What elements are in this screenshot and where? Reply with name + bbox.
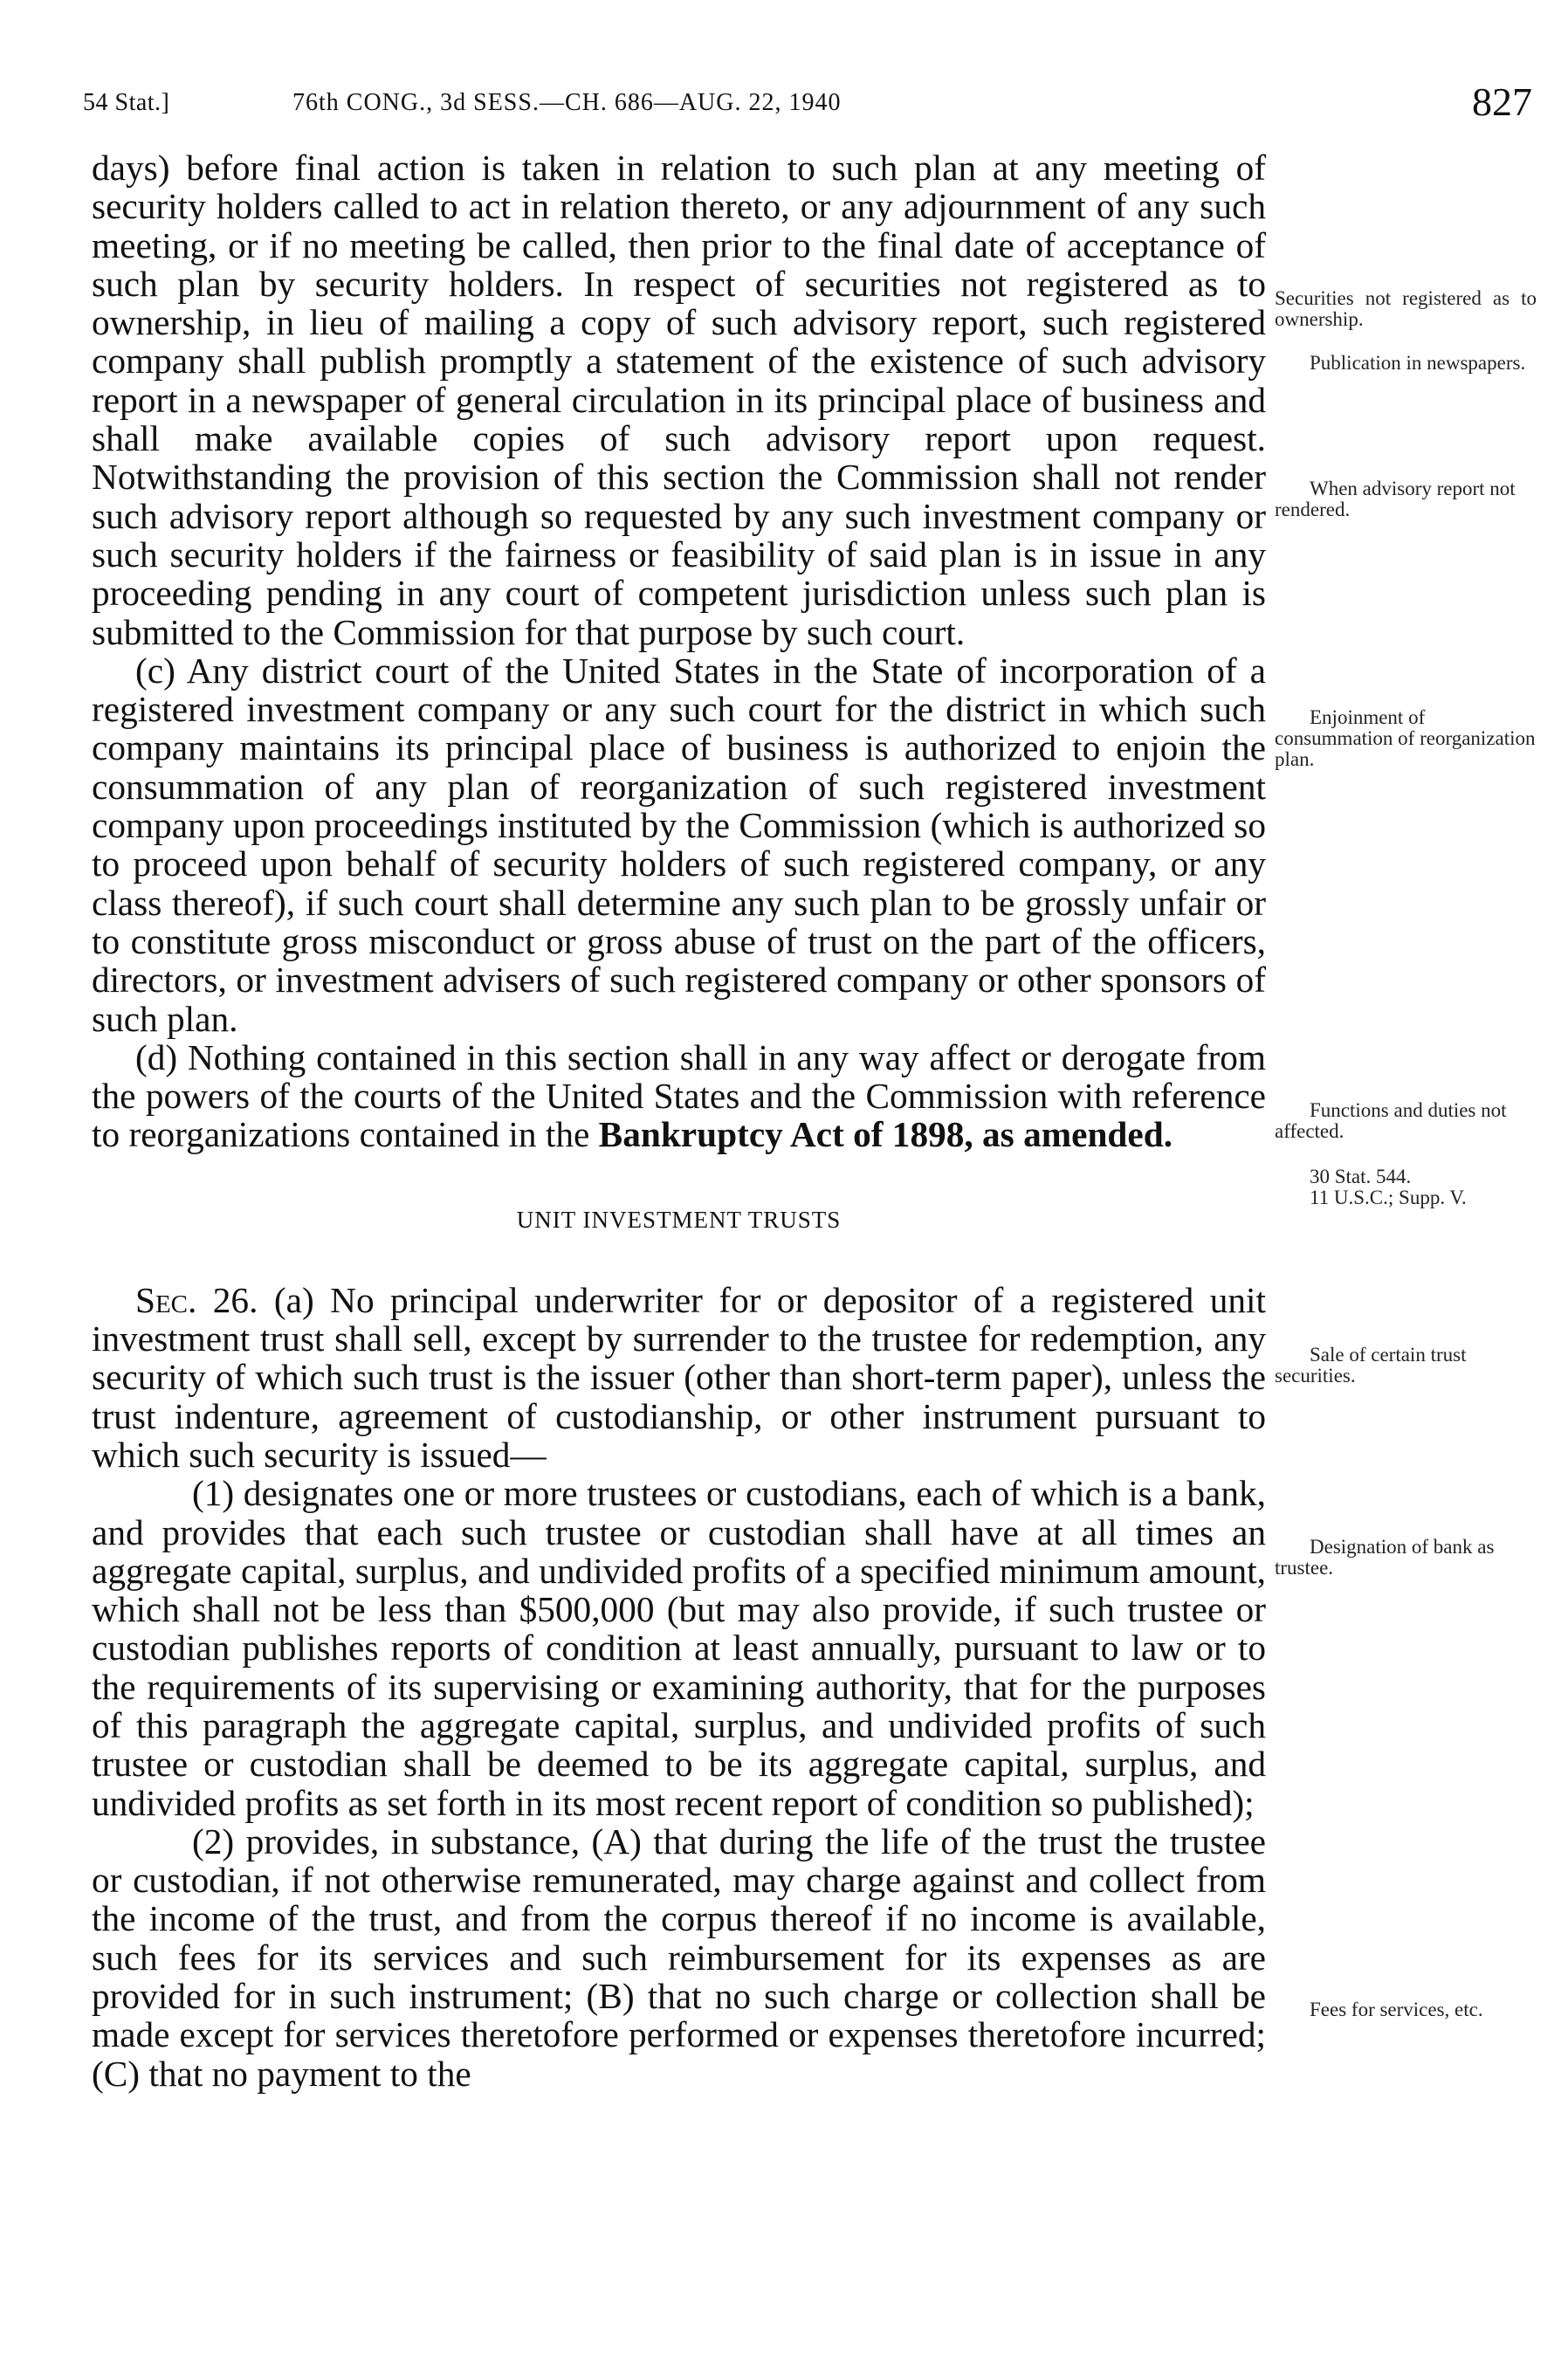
margin-note-designation: Designation of bank as trustee.	[1275, 1536, 1495, 1579]
section-26-a	[92, 1281, 1266, 1474]
page-header	[83, 79, 1532, 131]
margin-note-advisory-report: When advisory report not rendered.	[1275, 478, 1516, 520]
page-number: 827	[1472, 79, 1532, 124]
bankruptcy-act-reference: Bankruptcy Act of 1898, as amended.	[598, 1114, 1173, 1155]
margin-note-fees: Fees for services, etc.	[1310, 1999, 1483, 2020]
margin-note-citation-stat: 30 Stat. 544.	[1310, 1166, 1412, 1187]
session-chapter-date: 76th CONG., 3d SESS.—CH. 686—AUG. 22, 1940	[292, 89, 842, 116]
subsection-d	[92, 1038, 1266, 1154]
subsection-c: (c) Any district court of the United States in the State of incorporation of a registered investment company or any such court for the district in which such company maintains its principal place of business is authorized to enjoin the consummation of any plan of reorganization of such registered investment company upon proceedings instituted by the Commission (which is authorized so to proceed upon behalf of security holders of such registered company, or any class thereof), if such court shall determine any such plan to be grossly unfair or to constitute gross misconduct or gross abuse of trust on the part of the officers, directors, or investment advisers of such registered company or other sponsors of such plan.	[92, 650, 1266, 1039]
statute-volume: 54 Stat.]	[83, 89, 170, 116]
margin-note-securities-not-registered: Securities not registered as to ownership.	[1275, 287, 1537, 330]
section-26-a-text: (a) No principal underwriter for or depositor of a registered unit investment trust shall sell, except by surrender to the trustee for redemption, any security of which such trust is the issuer (other than short-term paper), unless the trust indenture, agreement of custodianship, or other instrument pursuant to which such security is issued—	[92, 1279, 1267, 1475]
clause-2: (2) provides, in substance, (A) that during the life of the trust the trustee or custodian, if not otherwise remunerated, may charge against and collect from the income of the trust, and from the corpus thereof if no income is available, such fees for its services and such reimbursement for its expenses as are provided for in such instrument; (B) that no such charge or collection shall be made except for services theretofore performed or expenses theretofore incurred; (C) that no payment to the	[92, 1820, 1266, 2094]
margin-note-citation-usc: 11 U.S.C.; Supp. V.	[1310, 1187, 1467, 1208]
clause-1: (1) designates one or more trustees or custodians, each of which is a bank, and provides that each such trustee or custodian shall have at all times an aggregate capital, surplus, and undivided profits of a specified minimum amount, which shall not be less than $500,000 (but may also provide, if such trustee or custodian publishes reports of condition at least annually, pursuant to law or to the requirements of its supervising or examining authority, that for the purposes of this paragraph the aggregate capital, surplus, and undivided profits of such trustee or custodian shall be deemed to be its aggregate capital, surplus, and undivided profits as set forth in its most recent report of condition so published);	[92, 1473, 1266, 1823]
section-heading: UNIT INVESTMENT TRUSTS	[516, 1206, 842, 1233]
margin-note-publication: Publication in newspapers.	[1310, 352, 1526, 374]
statute-text	[92, 148, 1266, 2093]
margin-note-functions: Functions and duties not affected.	[1275, 1099, 1507, 1142]
continued-paragraph: days) before final action is taken in relation to such plan at any meeting of security holders called to act in relation thereto, or any adjournment of any such meeting, or if no meeting be called, then prior to the final date of acceptance of such plan by security holders. In respect of securities not registered as to ownership, in lieu of mailing a copy of such advisory report, such registered company shall publish promptly a statement of the existence of such advisory report in a newspaper of general circulation in its principal place of business and shall make available copies of such advisory report upon request. Notwithstanding the provision of this section the Commission shall not render such advisory report although so requested by any such investment company or such security holders if the fairness or feasibility of said plan is in issue in any proceeding pending in any court of competent jurisdiction unless such plan is submitted to the Commission for that purpose by such court.	[92, 148, 1266, 652]
margin-note-sale: Sale of certain trust securities.	[1275, 1344, 1467, 1387]
subsection-d-text: (d) Nothing contained in this section shall in any way affect or derogate from the powers of the courts of the United States and the Commission with reference to reorganizations contained in the	[92, 1036, 1266, 1155]
section-label: Sec. 26.	[135, 1279, 258, 1320]
margin-note-enjoinment: Enjoinment of consummation of reorganization plan.	[1275, 706, 1536, 770]
